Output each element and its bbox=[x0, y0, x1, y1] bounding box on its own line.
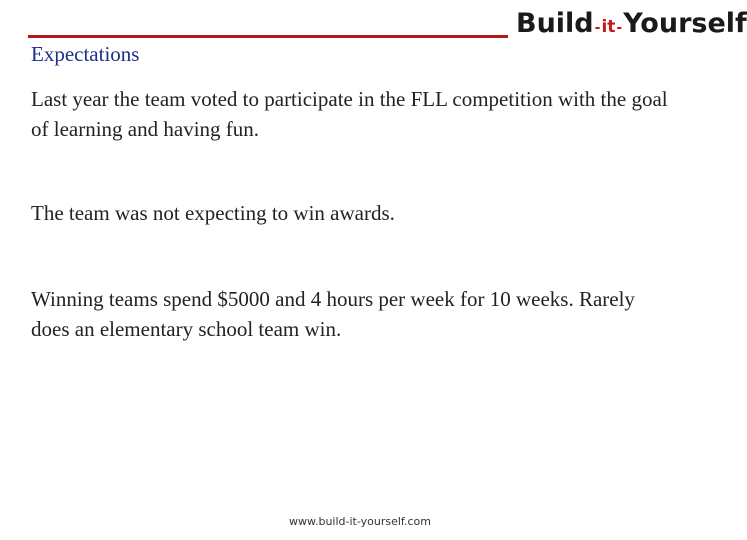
logo-separator: - bbox=[594, 20, 601, 36]
header-rule bbox=[28, 35, 508, 38]
logo-part-yourself: Yourself bbox=[623, 8, 747, 39]
build-it-yourself-logo bbox=[516, 8, 747, 39]
paragraph-winning-teams: Winning teams spend $5000 and 4 hours per week for 10 weeks. Rarely does an elementary school team win. bbox=[31, 287, 635, 341]
logo-part-it: it bbox=[601, 17, 616, 37]
paragraph-goal: Last year the team voted to participate in the FLL competition with the goal of learning and having fun. bbox=[31, 87, 668, 141]
slide-title: Expectations bbox=[31, 42, 140, 66]
logo-part-build: Build bbox=[516, 8, 594, 39]
footer-url: www.build-it-yourself.com bbox=[289, 515, 431, 528]
paragraph-awards: The team was not expecting to win awards. bbox=[31, 201, 395, 225]
logo-separator: - bbox=[616, 20, 623, 36]
